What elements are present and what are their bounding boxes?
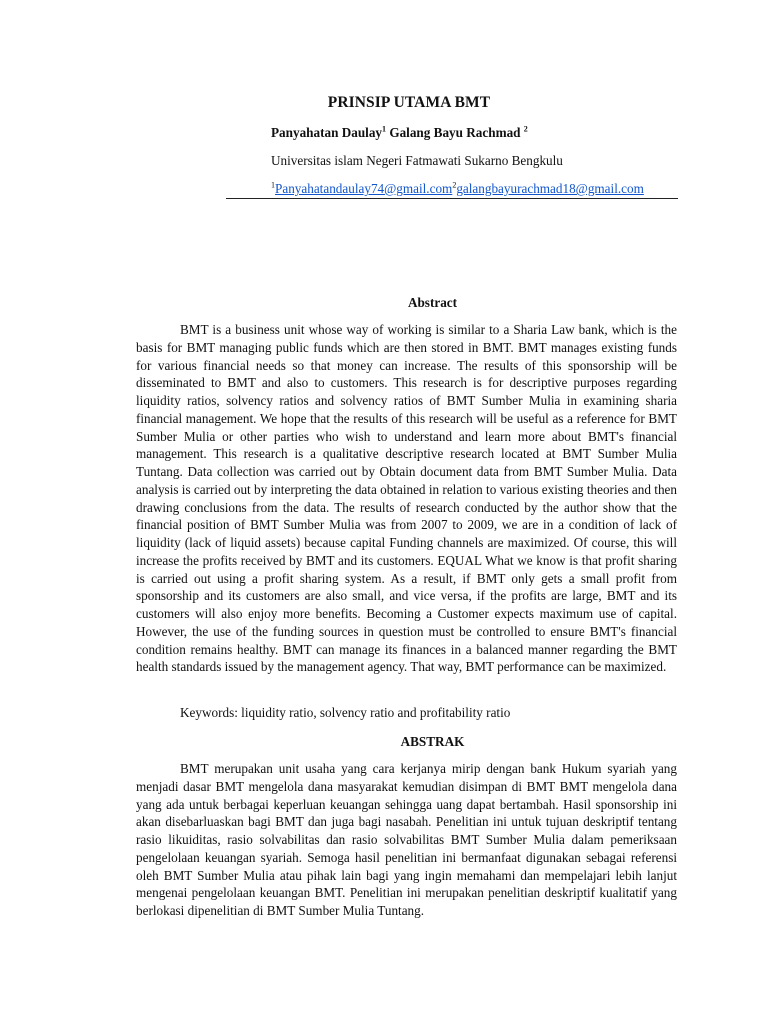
abstract-body: BMT is a business unit whose way of working is similar to a Sharia Law bank, which is the basis for BMT managing public funds which are then stored in BMT. BMT manages existing funds for various financial needs so that money can increase. The results of this sponsorship will be disseminated to BMT and also to customers. This research is for descriptive purposes regarding liquidity ratios, solvency ratios and solvency ratios of BMT Sumber Mulia in examining sharia financial management. We hope that the results of this research will be useful as a reference for BMT Sumber Mulia or other parties who wish to understand and learn more about BMT's financial management. This research is a qualitative descriptive research located at BMT Sumber Mulia Tuntang. Data collection was carried out by Obtain document data from BMT Sumber Mulia. Data analysis is carried out by interpreting the data obtained in relation to various existing theories and then drawing conclusions from the data. The results of research conducted by the author show that the financial position of BMT Sumber Mulia was from 2007 to 2009, we are in a condition of lack of liquidity (lack of liquid assets) because capital Funding channels are maximized. Of course, this will increase the profits received by BMT and its customers. EQUAL What we know is that profit sharing is carried out using a profit sharing system. As a result, if BMT only gets a small profit from sponsorship and its customers are also small, and vice versa, if the profits are large, BMT and its customers will also enjoy more benefits. Becoming a Customer expects maximum use of capital. However, the use of the funding sources in question must be controlled to ensure BMT's financial condition remains healthy. BMT can manage its finances in a balanced manner regarding the BMT health standards issued by the management agency. That way, BMT performance can be maximized. [136, 322, 677, 675]
email-line [271, 181, 644, 197]
author-1-name: Panyahatan Daulay [271, 125, 383, 140]
paper-title: PRINSIP UTAMA BMT [327, 94, 491, 111]
email-2-link[interactable]: galangbayurachmad18@gmail.com [456, 181, 644, 196]
abstract-heading: Abstract [407, 295, 458, 310]
author-1-superscript: 1 [382, 124, 387, 134]
email-2-superscript: 2 [452, 180, 457, 190]
abstrak-heading: ABSTRAK [400, 734, 465, 749]
keywords-line: Keywords: liquidity ratio, solvency ratio and profitability ratio [180, 705, 511, 720]
affiliation: Universitas islam Negeri Fatmawati Sukarno Bengkulu [271, 153, 563, 168]
email-1-superscript: 1 [271, 180, 275, 190]
author-2-superscript: 2 [523, 124, 528, 134]
header-divider [226, 198, 678, 199]
email-1-link[interactable]: Panyahatandaulay74@gmail.com [275, 181, 453, 196]
author-line [271, 125, 528, 141]
abstrak-body: BMT merupakan unit usaha yang cara kerjanya mirip dengan bank Hukum syariah yang menjadi dasar BMT mengelola dana masyarakat kemudian disimpan di BMT BMT mengelola dana yang ada untuk berbagai keperluan keuangan sehingga uang dapat bertambah. Hasil sponsorship ini akan disebarluaskan bagi BMT dan juga bagi nasabah. Penelitian ini untuk tujuan deskriptif tentang rasio likuiditas, rasio solvabilitas dan rasio solvabilitas BMT Sumber Mulia dalam pemeriksaan pengelolaan keuangan syariah. Semoga hasil penelitian ini bermanfaat digunakan sebagai referensi oleh BMT Sumber Mulia atau pihak lain bagi yang ingin memahami dan mempelajari lebih lanjut mengenai pengelolaan keuangan BMT. Penelitian ini merupakan penelitian deskriptif kualitatif yang berlokasi dipenelitian di BMT Sumber Mulia Tuntang. [136, 761, 677, 918]
author-2-name: Galang Bayu Rachmad [386, 125, 524, 140]
